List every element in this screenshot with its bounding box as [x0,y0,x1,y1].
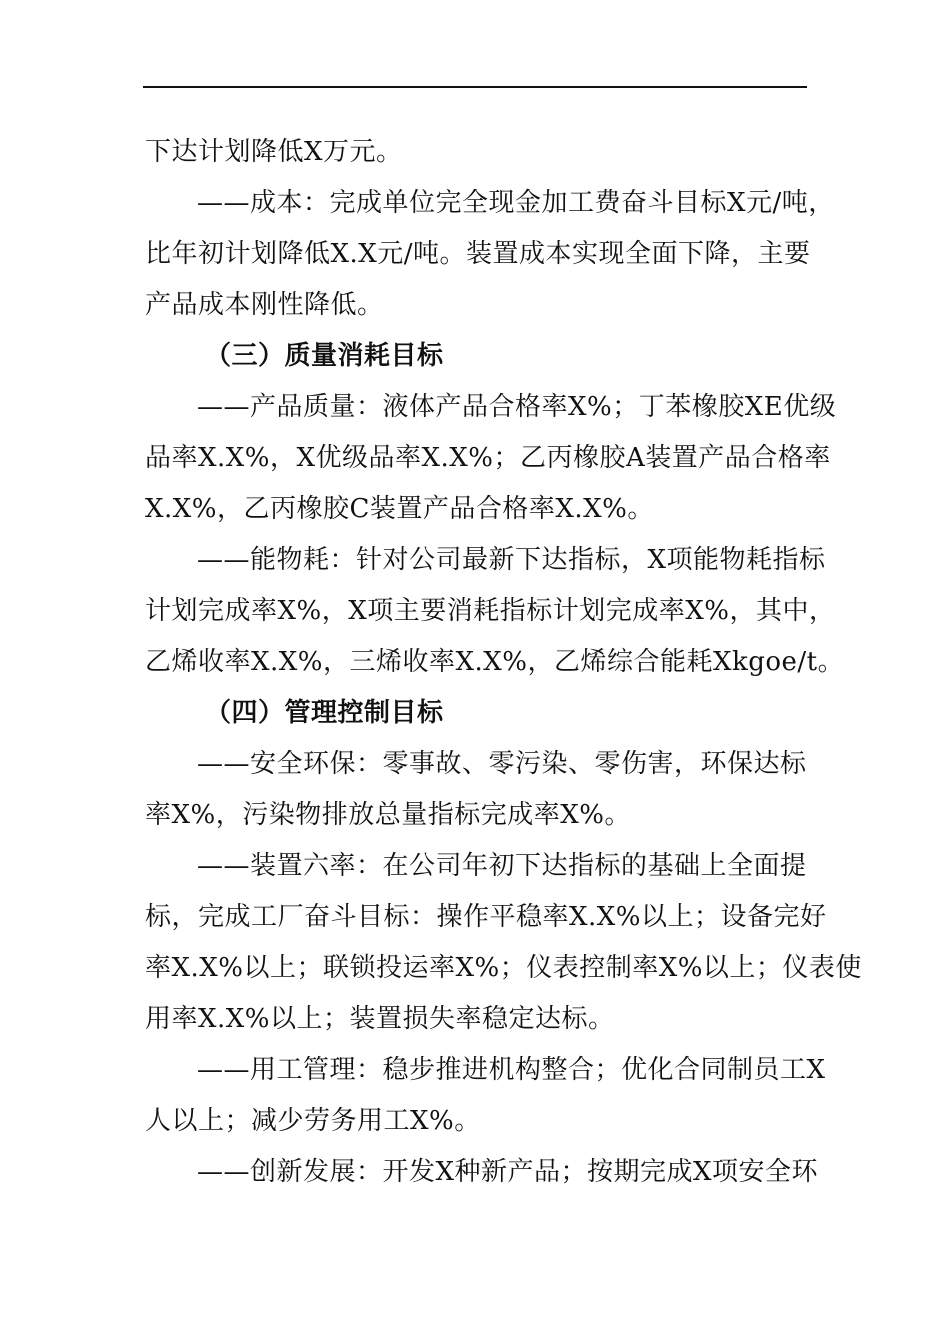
paragraph-line: ——创新发展：开发X种新产品；按期完成X项安全环 [197,1157,819,1187]
paragraph-line: 乙烯收率X.X%，三烯收率X.X%，乙烯综合能耗Xkgoe/t。 [145,647,845,677]
paragraph-line: 标，完成工厂奋斗目标：操作平稳率X.X%以上；设备完好 [145,902,827,932]
paragraph-line: ——装置六率：在公司年初下达指标的基础上全面提 [197,851,807,881]
paragraph-line: 比年初计划降低X.X元/吨。装置成本实现全面下降，主要 [145,239,811,269]
paragraph-line: 人以上；减少劳务用工X%。 [145,1106,481,1136]
paragraph-line: 用率X.X%以上；装置损失率稳定达标。 [145,1004,615,1034]
header-rule [143,86,807,88]
paragraph-line: 计划完成率X%，X项主要消耗指标计划完成率X%，其中， [145,596,836,626]
paragraph-line: 率X.X%以上；联锁投运率X%；仪表控制率X%以上；仪表使 [145,953,862,983]
paragraph-line: X.X%，乙丙橡胶C装置产品合格率X.X%。 [145,494,654,524]
paragraph-line: ——安全环保：零事故、零污染、零伤害，环保达标 [197,749,807,779]
paragraph-line: ——产品质量：液体产品合格率X%；丁苯橡胶XE优级 [197,392,837,422]
paragraph-line: 品率X.X%，X优级品率X.X%；乙丙橡胶A装置产品合格率 [145,443,831,473]
paragraph-line: 产品成本刚性降低。 [145,290,384,320]
paragraph-line: 下达计划降低X万元。 [145,137,403,167]
document-body [145,127,862,1198]
paragraph-line: ——用工管理：稳步推进机构整合；优化合同制员工X [197,1055,826,1085]
paragraph-line: 率X%，污染物排放总量指标完成率X%。 [145,800,631,830]
section-heading: （三）质量消耗目标 [205,341,444,371]
paragraph-line: ——能物耗：针对公司最新下达指标，X项能物耗指标 [197,545,826,575]
paragraph-line: ——成本：完成单位完全现金加工费奋斗目标X元/吨， [197,188,835,218]
section-heading: （四）管理控制目标 [205,698,444,728]
